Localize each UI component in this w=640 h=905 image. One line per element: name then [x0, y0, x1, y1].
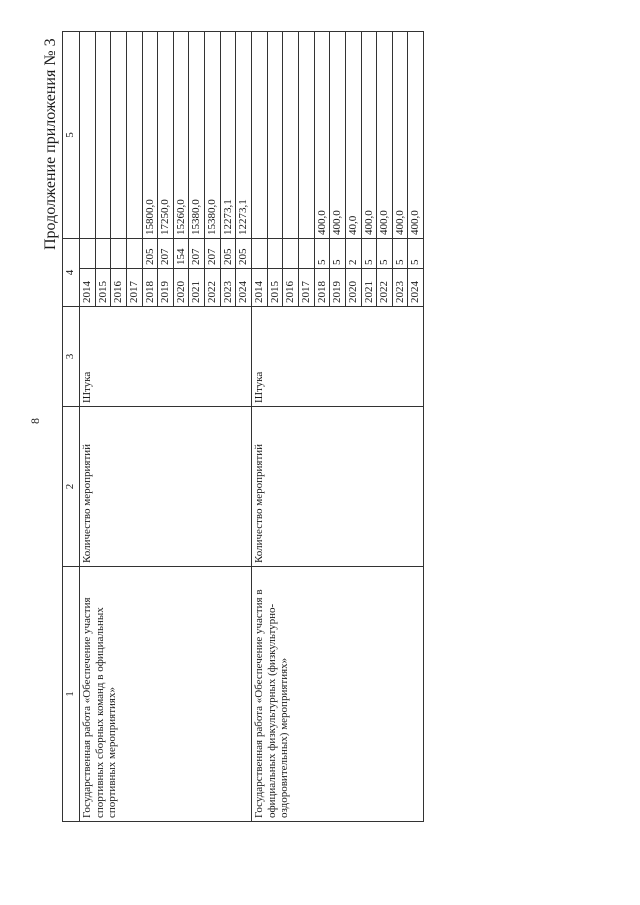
cost-cell: 400,0	[377, 32, 393, 239]
cost-cell: 17250,0	[158, 32, 174, 239]
year-cell: 2022	[377, 269, 393, 307]
table-body	[80, 32, 424, 822]
cost-cell: 15260,0	[173, 32, 189, 239]
year-cell: 2015	[95, 269, 111, 307]
cost-cell: 15380,0	[189, 32, 205, 239]
cost-cell: 12273,1	[220, 32, 236, 239]
cost-cell	[283, 32, 299, 239]
cost-cell	[95, 32, 111, 239]
indicator-cell: Количество мероприятий	[252, 407, 424, 567]
qty-cell	[283, 239, 299, 269]
year-cell: 2020	[345, 269, 361, 307]
cost-cell	[80, 32, 96, 239]
work-table	[62, 31, 424, 822]
year-cell: 2021	[361, 269, 377, 307]
cost-cell	[252, 32, 268, 239]
qty-cell: 205	[236, 239, 252, 269]
year-cell: 2018	[142, 269, 158, 307]
qty-cell: 5	[361, 239, 377, 269]
cost-cell	[267, 32, 283, 239]
header-col-3: 3	[63, 307, 80, 407]
year-cell: 2019	[158, 269, 174, 307]
header-row	[63, 32, 80, 822]
unit-cell: Штука	[80, 307, 252, 407]
year-cell: 2019	[330, 269, 346, 307]
qty-cell	[111, 239, 127, 269]
qty-cell: 5	[408, 239, 424, 269]
qty-cell	[126, 239, 142, 269]
year-cell: 2024	[236, 269, 252, 307]
header-col-4: 4	[63, 239, 80, 307]
qty-cell: 5	[314, 239, 330, 269]
cost-cell: 15380,0	[205, 32, 221, 239]
year-cell: 2015	[267, 269, 283, 307]
table-row	[252, 32, 268, 822]
year-cell: 2024	[408, 269, 424, 307]
work-cell: Государственная работа «Обеспечение участия спортивных сборных команд в официальных спортивных мероприятиях»	[80, 567, 252, 822]
cost-cell: 15800,0	[142, 32, 158, 239]
header-col-2: 2	[63, 407, 80, 567]
year-cell: 2017	[298, 269, 314, 307]
year-cell: 2016	[111, 269, 127, 307]
qty-cell: 205	[142, 239, 158, 269]
qty-cell: 5	[377, 239, 393, 269]
unit-cell: Штука	[252, 307, 424, 407]
work-cell: Государственная работа «Обеспечение участия в официальных физкультурных (физкультурно-оздоровительных) мероприятиях»	[252, 567, 424, 822]
cost-cell: 12273,1	[236, 32, 252, 239]
qty-cell	[252, 239, 268, 269]
qty-cell: 207	[189, 239, 205, 269]
cost-cell	[298, 32, 314, 239]
cost-cell: 400,0	[330, 32, 346, 239]
qty-cell	[298, 239, 314, 269]
year-cell: 2014	[252, 269, 268, 307]
qty-cell: 2	[345, 239, 361, 269]
qty-cell: 154	[173, 239, 189, 269]
qty-cell: 5	[330, 239, 346, 269]
cost-cell: 400,0	[392, 32, 408, 239]
qty-cell: 207	[158, 239, 174, 269]
year-cell: 2022	[205, 269, 221, 307]
qty-cell	[80, 239, 96, 269]
cost-cell	[126, 32, 142, 239]
indicator-cell: Количество мероприятий	[80, 407, 252, 567]
qty-cell	[95, 239, 111, 269]
table-row	[80, 32, 96, 822]
cost-cell: 40,0	[345, 32, 361, 239]
year-cell: 2017	[126, 269, 142, 307]
qty-cell	[267, 239, 283, 269]
year-cell: 2021	[189, 269, 205, 307]
qty-cell: 205	[220, 239, 236, 269]
rotated-table-container	[62, 32, 550, 822]
header-col-1: 1	[63, 567, 80, 822]
cost-cell: 400,0	[408, 32, 424, 239]
year-cell: 2023	[220, 269, 236, 307]
year-cell: 2014	[80, 269, 96, 307]
continuation-title: Продолжение приложения № 3	[42, 38, 59, 250]
qty-cell: 5	[392, 239, 408, 269]
page-number: 8	[28, 418, 42, 424]
qty-cell: 207	[205, 239, 221, 269]
year-cell: 2023	[392, 269, 408, 307]
cost-cell	[111, 32, 127, 239]
header-col-5: 5	[63, 32, 80, 239]
cost-cell: 400,0	[361, 32, 377, 239]
year-cell: 2020	[173, 269, 189, 307]
cost-cell: 400,0	[314, 32, 330, 239]
year-cell: 2018	[314, 269, 330, 307]
year-cell: 2016	[283, 269, 299, 307]
